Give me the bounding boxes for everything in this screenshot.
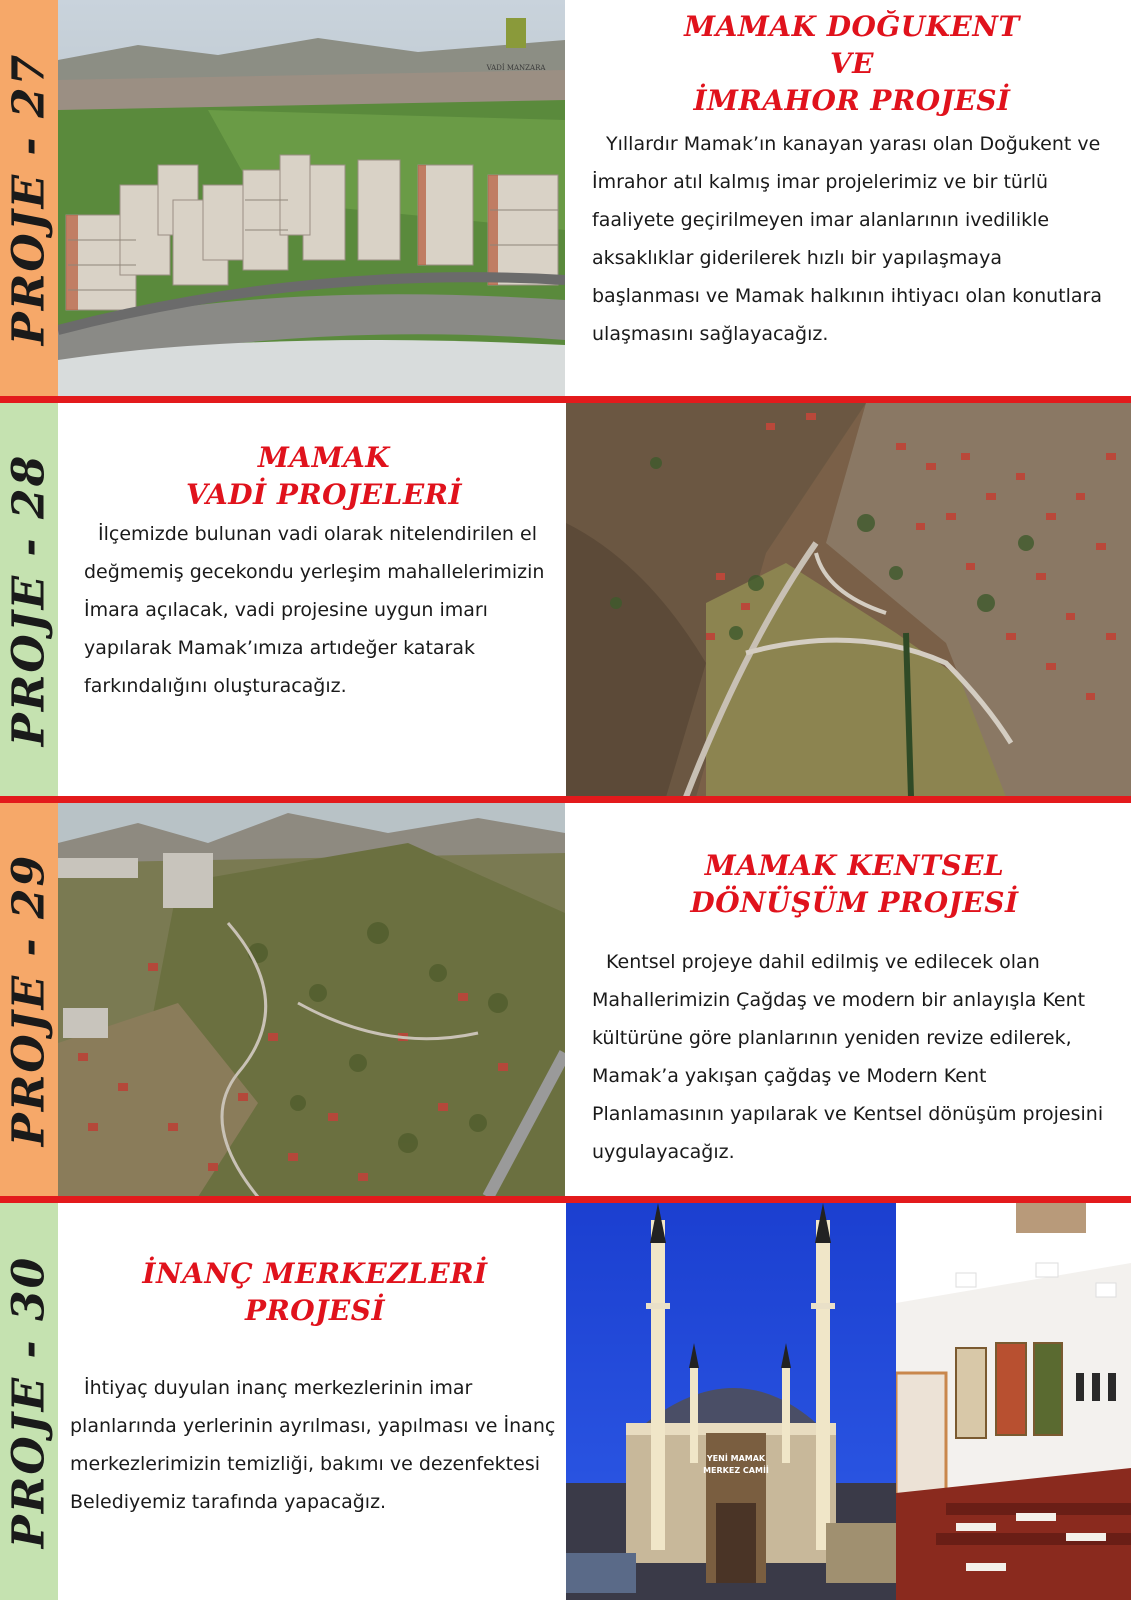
project-28-photo — [566, 403, 1131, 797]
project-29-label: PROJE - 29 — [3, 853, 55, 1147]
project-28-sidebar — [0, 403, 58, 797]
project-28-title: MAMAK VADİ PROJELERİ — [185, 441, 463, 511]
project-27-title: MAMAK DOĞUKENT VE İMRAHOR PROJESİ — [684, 10, 1020, 117]
project-28-section — [0, 403, 1131, 797]
project-30-section — [0, 1203, 1131, 1600]
project-27-sidebar — [0, 0, 58, 398]
mosque-sign-line-1: YENİ MAMAK — [706, 1454, 766, 1463]
project-27-photo — [58, 0, 565, 398]
project-27-text — [592, 8, 1112, 353]
project-29-section — [0, 803, 1131, 1197]
project-27-section — [0, 0, 1131, 398]
project-29-sidebar — [0, 803, 58, 1197]
project-30-text — [70, 1255, 560, 1521]
project-30-sidebar — [0, 1203, 58, 1600]
project-29-text — [592, 847, 1117, 1171]
project-29-title: MAMAK KENTSEL DÖNÜŞÜM PROJESİ — [690, 849, 1019, 919]
project-28-body: İlçemizde bulunan vadi olarak nitelendirilen el değmemiş gecekondu yerleşim mahallelerimizin İmara açılacak, vadi projesine uygun imarı yapılarak Mamak’ımıza artıdeğer katarak farkındalığını oluşturacağız. — [84, 523, 545, 697]
project-30-interior-photo — [896, 1203, 1131, 1600]
project-28-label: PROJE - 28 — [3, 453, 55, 747]
mosque-sign-line-2: MERKEZ CAMİİ — [703, 1466, 769, 1475]
project-27-label: PROJE - 27 — [3, 52, 55, 346]
project-27-body: Yıllardır Mamak’ın kanayan yarası olan Doğukent ve İmrahor atıl kalmış imar projelerimiz ve bir türlü faaliyete geçirilmeyen imar alanlarının ivedilikle aksaklıklar giderilerek hızlı bir yapılaşmaya başlanması ve Mamak halkının ihtiyacı olan konutlara ulaşmasını sağlayacağız. — [592, 133, 1102, 345]
project-30-mosque-photo — [566, 1203, 896, 1600]
project-29-photo — [58, 803, 565, 1197]
project-29-body: Kentsel projeye dahil edilmiş ve edilecek olan Mahallerimizin Çağdaş ve modern bir anlayışla Kent kültürüne göre planlarının yeniden revize edilerek, Mamak’a yakışan çağdaş ve Modern Kent Planlamasının yapılarak ve Kentsel dönüşüm projesini uygulayacağız. — [592, 951, 1104, 1163]
project-30-title: İNANÇ MERKEZLERİ PROJESİ — [142, 1257, 488, 1327]
divider-29-30 — [0, 1196, 1131, 1203]
project-28-text — [84, 439, 564, 705]
divider-28-29 — [0, 796, 1131, 803]
project-30-body: İhtiyaç duyulan inanç merkezlerinin imar planlarında yerlerinin ayrılması, yapılması ve İnanç merkezlerimizin temizliği, bakımı ve dezenfektesi Belediyemiz tarafında yapacağız. — [70, 1377, 556, 1513]
watermark-text: VADİ MANZARA — [486, 64, 546, 72]
divider-27-28 — [0, 396, 1131, 403]
project-30-label: PROJE - 30 — [3, 1255, 55, 1548]
